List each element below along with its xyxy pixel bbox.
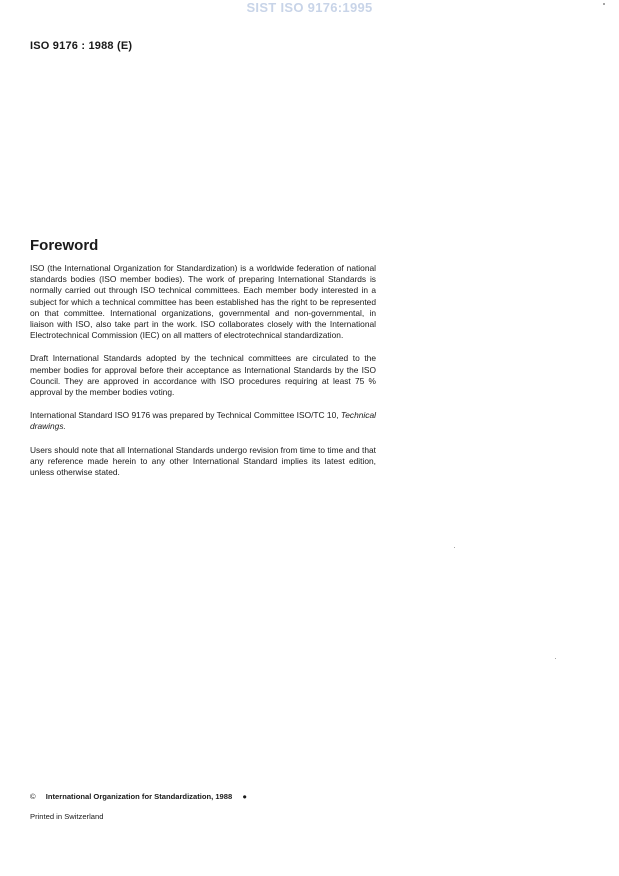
foreword-paragraph-3 xyxy=(30,410,376,432)
scan-speck xyxy=(555,658,556,659)
copyright-symbol: © xyxy=(30,792,36,801)
copyright-text: International Organization for Standardization, 1988 xyxy=(45,792,233,801)
printed-in: Printed in Switzerland xyxy=(30,812,104,821)
watermark: SIST ISO 9176:1995 xyxy=(246,0,373,15)
foreword-body xyxy=(30,263,376,490)
scan-speck xyxy=(454,547,455,548)
scan-speck xyxy=(603,3,605,5)
copyright-mark: ● xyxy=(242,792,247,801)
foreword-paragraph-4: Users should note that all International Standards undergo revision from time to time and that any reference made herein to any other International Standard implies its latest edition, unless otherwise stated. xyxy=(30,444,376,478)
foreword-paragraph-3-text: International Standard ISO 9176 was prepared by Technical Committee ISO/TC 10, xyxy=(30,410,339,421)
foreword-paragraph-3-italic: Technical drawings. xyxy=(30,410,376,432)
foreword-paragraph-1: ISO (the International Organization for Standardization) is a worldwide federation of national standards bodies (ISO member bodies). The work of preparing International Standards is normally carried out through ISO technical committees. Each member body interested in a subject for which a technical committee has been established has the right to be represented on that committee. International organizations, governmental and non-governmental, in liaison with ISO, also take part in the work. ISO collaborates closely with the International Electrotechnical Commission (IEC) on all matters of electrotechnical standardization. xyxy=(30,263,376,341)
standard-number: ISO 9176 : 1988 (E) xyxy=(30,40,133,52)
foreword-heading: Foreword xyxy=(30,237,99,254)
foreword-paragraph-2: Draft International Standards adopted by the technical committees are circulated to the member bodies for approval before their acceptance as International Standards by the ISO Council. They are approved in accordance with ISO procedures requiring at least 75 % approval by the member bodies voting. xyxy=(30,353,376,398)
copyright-line xyxy=(30,792,247,801)
